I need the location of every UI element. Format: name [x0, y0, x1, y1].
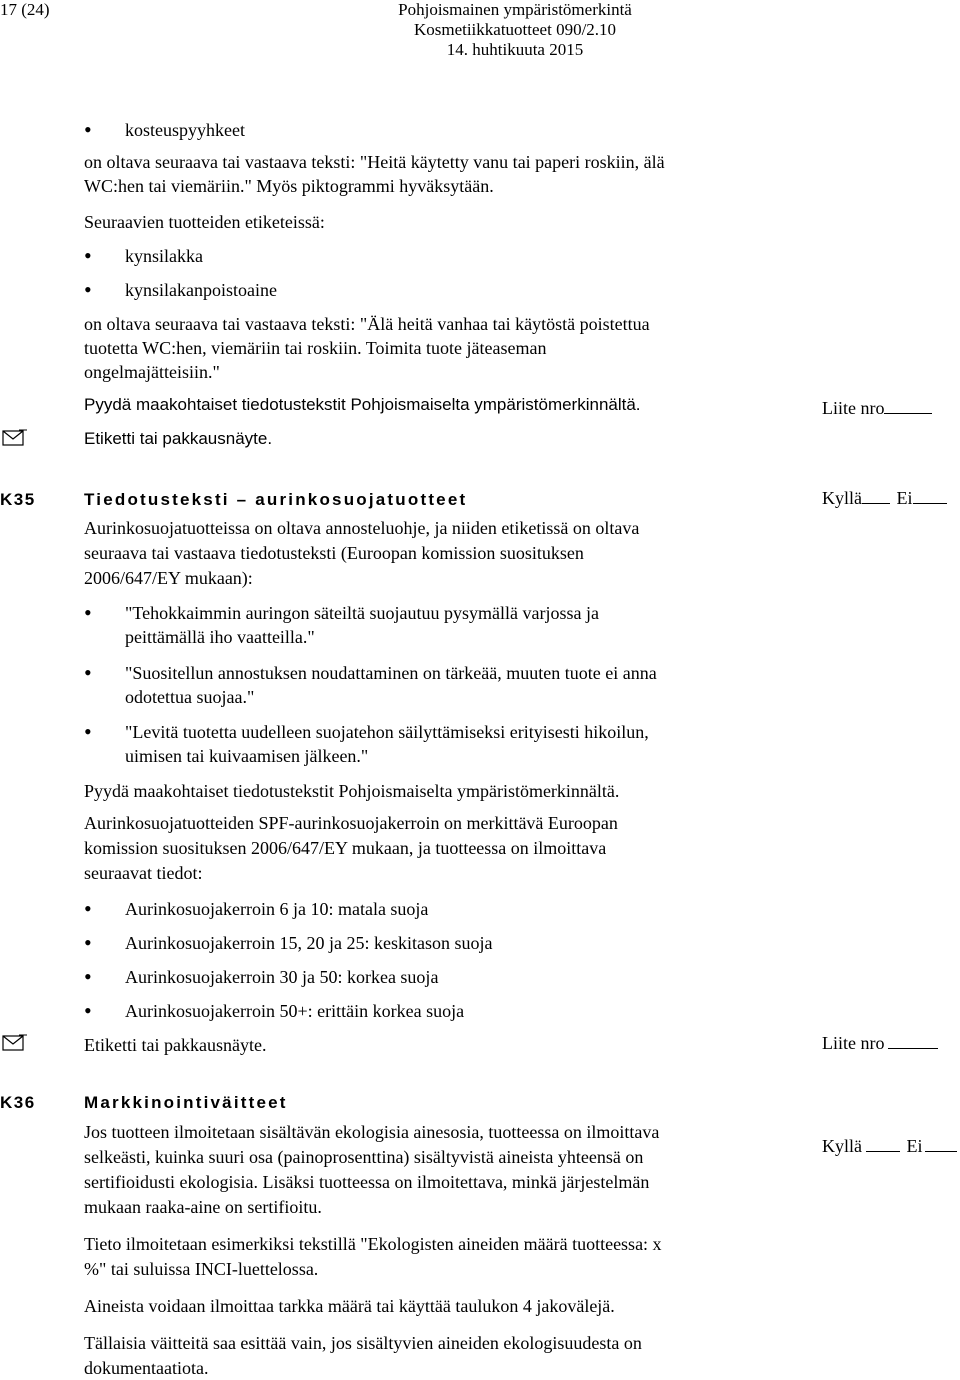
request-line: Pyydä maakohtaiset tiedotustekstit Pohjoismaiselta ympäristömerkinnältä.	[84, 781, 620, 801]
evidence-line: Etiketti tai pakkausnäyte.	[84, 1035, 267, 1055]
header-title: Pohjoismainen ympäristömerkintä	[398, 0, 632, 19]
yes-answer-line[interactable]	[862, 487, 890, 504]
paragraph-line: on oltava seuraava tai vastaava teksti: "Heitä käytetty vanu tai paperi roskiin, älä	[84, 152, 665, 172]
list-item: • "Suositellun annostuksen noudattaminen on tärkeää, muuten tuote ei anna	[84, 661, 835, 685]
header-date: 14. huhtikuuta 2015	[446, 40, 584, 59]
yes-answer-line[interactable]	[866, 1135, 900, 1152]
requirement-code: K35	[0, 490, 36, 509]
list-item: • Aurinkosuojakerroin 50+: erittäin korkea suoja	[84, 999, 835, 1023]
yes-no-field[interactable]	[822, 1134, 957, 1158]
paragraph-line: ongelmajätteisiin."	[84, 362, 220, 382]
paragraph-line: Tieto ilmoitetaan esimerkiksi tekstillä "Ekologisten aineiden määrä tuotteessa: x	[84, 1234, 662, 1254]
list-item: • "Tehokkaimmin auringon säteiltä suojautuu pysymällä varjossa ja	[84, 601, 835, 625]
paragraph-line: mukaan raaka-aine on sertifioitu.	[84, 1197, 322, 1217]
list-item-continuation: uimisen tai kuivaamisen jälkeen."	[125, 746, 369, 766]
paragraph-line: Tällaisia väitteitä saa esittää vain, jos sisältyvien aineiden ekologisuudesta on	[84, 1333, 642, 1353]
no-answer-line[interactable]	[925, 1135, 957, 1152]
envelope-icon	[2, 1033, 28, 1053]
section-heading: Markkinointiväitteet	[84, 1093, 288, 1112]
no-label: Ei	[896, 488, 913, 508]
document-header	[300, 0, 730, 60]
paragraph-line: seuraavat tiedot:	[84, 863, 203, 883]
list-item: • kosteuspyyhkeet	[84, 118, 835, 142]
yes-label: Kyllä	[822, 1136, 862, 1156]
paragraph-line: %" tai suluissa INCI-luettelossa.	[84, 1259, 319, 1279]
list-item: • Aurinkosuojakerroin 30 ja 50: korkea suoja	[84, 965, 835, 989]
paragraph-line: sertifioidusti ekologisia. Lisäksi tuotteessa on ilmoitettava, minkä järjestelmän	[84, 1172, 650, 1192]
paragraph-line: WC:hen tai viemäriin." Myös piktogrammi hyväksytään.	[84, 176, 494, 196]
paragraph-line: seuraava tai vastaava tiedotusteksti (Euroopan komission suosituksen	[84, 543, 584, 563]
header-subtitle: Kosmetiikkatuotteet 090/2.10	[413, 20, 617, 39]
no-label: Ei	[906, 1136, 923, 1156]
evidence-line: Etiketti tai pakkausnäyte.	[84, 429, 273, 448]
paragraph-line: 2006/647/EY mukaan):	[84, 568, 253, 588]
paragraph-line: tuotetta WC:hen, viemäriin tai roskiin. Toimita tuote jäteaseman	[84, 338, 547, 358]
list-item: • Aurinkosuojakerroin 6 ja 10: matala suoja	[84, 897, 835, 921]
attachment-field[interactable]	[822, 396, 932, 420]
list-item: • "Levitä tuotetta uudelleen suojatehon säilyttämiseksi erityisesti hikoilun,	[84, 720, 835, 744]
page-number: 17 (24)	[0, 0, 50, 19]
list-item-continuation: peittämällä iho vaatteilla."	[125, 627, 315, 647]
paragraph-line: komission suosituksen 2006/647/EY mukaan, ja tuotteessa on ilmoittava	[84, 838, 607, 858]
paragraph-line: Aineista voidaan ilmoittaa tarkka määrä tai käyttää taulukon 4 jakovälejä.	[84, 1296, 615, 1316]
list-item: • kynsilakka	[84, 244, 835, 268]
list-item: • Aurinkosuojakerroin 15, 20 ja 25: keskitason suoja	[84, 931, 835, 955]
yes-no-field[interactable]	[822, 486, 947, 510]
attachment-label: Liite nro	[822, 398, 885, 418]
paragraph-line: Aurinkosuojatuotteiden SPF-aurinkosuojakerroin on merkittävä Euroopan	[84, 813, 618, 833]
paragraph-line: Seuraavien tuotteiden etiketeissä:	[84, 212, 325, 232]
list-item-continuation: odotettua suojaa."	[125, 687, 255, 707]
requirement-code: K36	[0, 1093, 36, 1112]
paragraph-line: selkeästi, kuinka suuri osa (painoprosenttina) sisältyvistä aineista yhteensä on	[84, 1147, 644, 1167]
attachment-field[interactable]	[822, 1031, 938, 1055]
paragraph-line: Jos tuotteen ilmoitetaan sisältävän ekologisia ainesosia, tuotteessa on ilmoittava	[84, 1122, 660, 1142]
envelope-icon	[2, 428, 28, 448]
no-answer-line[interactable]	[913, 487, 947, 504]
request-line: Pyydä maakohtaiset tiedotustekstit Pohjoismaiselta ympäristömerkinnältä.	[84, 395, 641, 414]
paragraph-line: dokumentaatiota.	[84, 1358, 209, 1378]
paragraph-line: Aurinkosuojatuotteissa on oltava annosteluohje, ja niiden etiketissä on oltava	[84, 518, 640, 538]
attachment-label: Liite nro	[822, 1033, 885, 1053]
paragraph-line: on oltava seuraava tai vastaava teksti: "Älä heitä vanhaa tai käytöstä poistettua	[84, 314, 650, 334]
yes-label: Kyllä	[822, 488, 862, 508]
section-heading: Tiedotusteksti – aurinkosuojatuotteet	[84, 490, 468, 509]
list-item: • kynsilakanpoistoaine	[84, 278, 835, 302]
